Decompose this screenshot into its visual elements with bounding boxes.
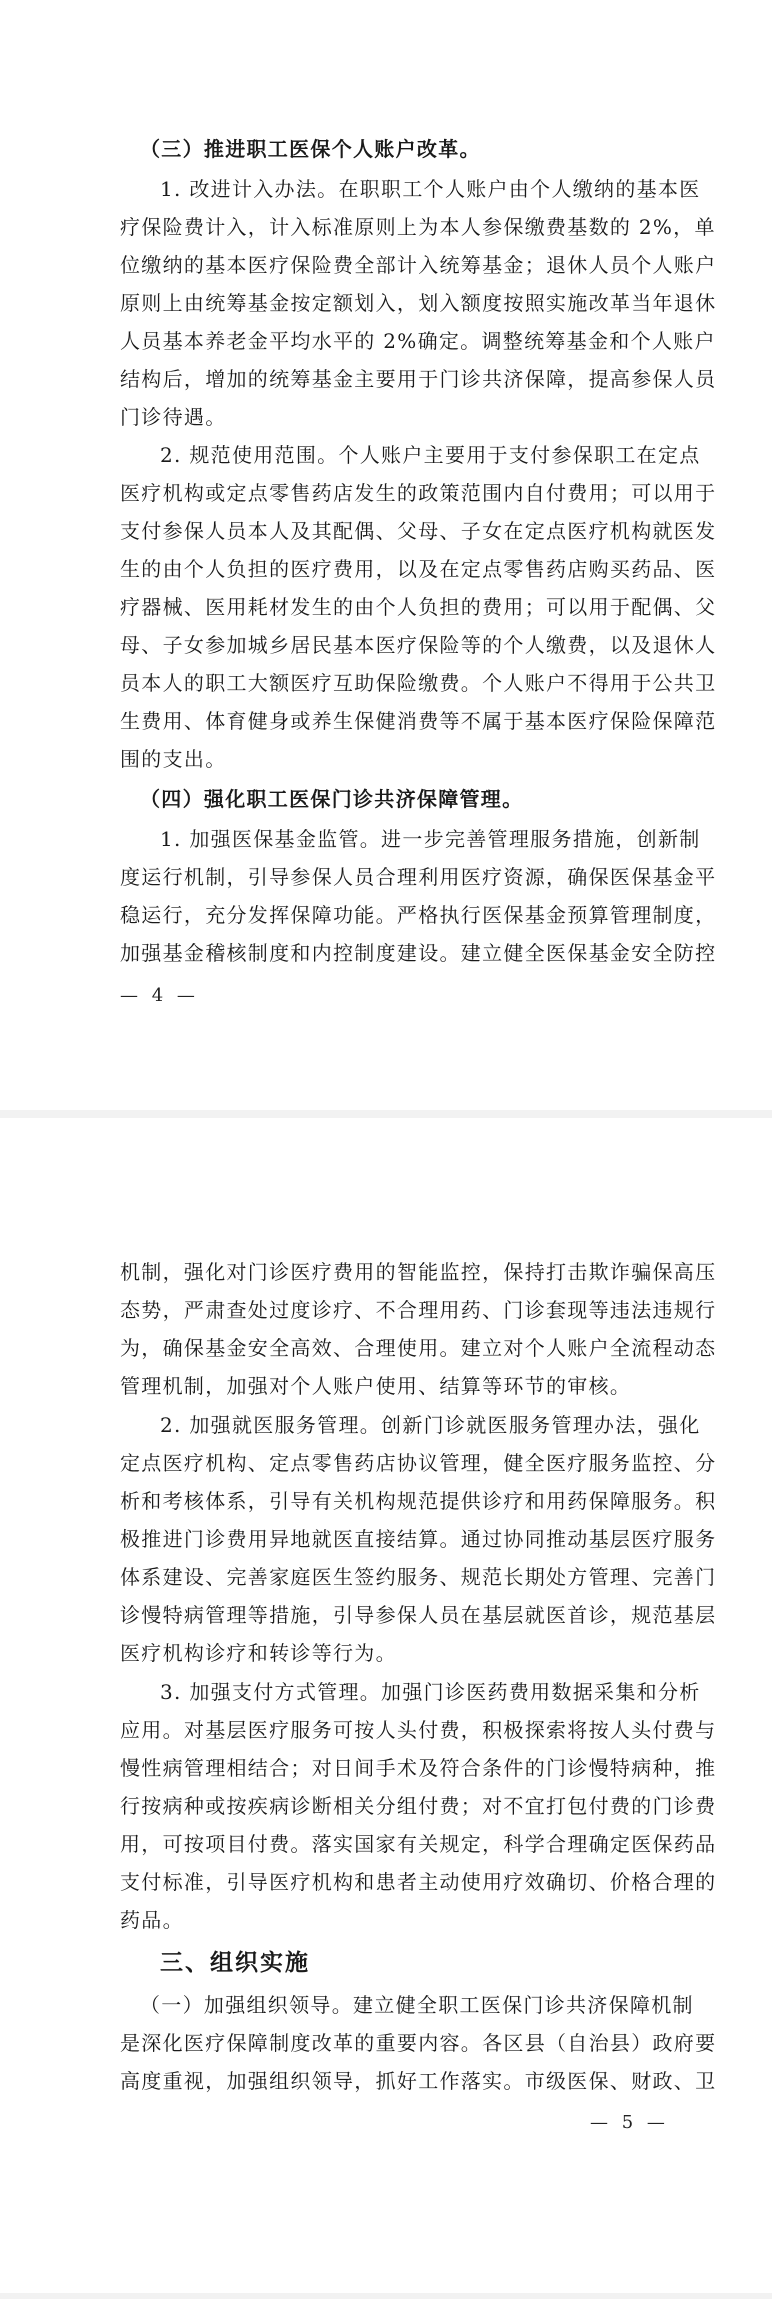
paragraph-line: 围的支出。 xyxy=(120,747,227,771)
paragraph-line: 机制，强化对门诊医疗费用的智能监控，保持打击欺诈骗保高压 xyxy=(120,1260,717,1284)
document-page-5 xyxy=(0,1118,772,2293)
paragraph-line: 应用。对基层医疗服务可按人头付费，积极探索将按人头付费与 xyxy=(120,1718,717,1742)
paragraph-line: 是深化医疗保障制度改革的重要内容。各区县（自治县）政府要 xyxy=(120,2031,717,2055)
paragraph-line: 高度重视，加强组织领导，抓好工作落实。市级医保、财政、卫 xyxy=(120,2069,717,2093)
paragraph-line: （一）加强组织领导。建立健全职工医保门诊共济保障机制 xyxy=(140,1993,694,2017)
paragraph-line: 行按病种或按疾病诊断相关分组付费；对不宜打包付费的门诊费 xyxy=(120,1794,717,1818)
paragraph-line: 极推进门诊费用异地就医直接结算。通过协同推动基层医疗服务 xyxy=(120,1527,717,1551)
paragraph-line: 员本人的职工大额医疗互助保险缴费。个人账户不得用于公共卫 xyxy=(120,671,717,695)
paragraph-line: 生费用、体育健身或养生保健消费等不属于基本医疗保险保障范 xyxy=(120,709,717,733)
paragraph-line: 医疗机构诊疗和转诊等行为。 xyxy=(120,1641,397,1665)
paragraph-line: 结构后，增加的统筹基金主要用于门诊共济保障，提高参保人员 xyxy=(120,367,717,391)
paragraph-line: 疗器械、医用耗材发生的由个人负担的费用；可以用于配偶、父 xyxy=(120,595,717,619)
page-number: — 4 — xyxy=(120,985,199,1006)
paragraph-line: 支付参保人员本人及其配偶、父母、子女在定点医疗机构就医发 xyxy=(120,519,717,543)
paragraph-line: 管理机制，加强对个人账户使用、结算等环节的审核。 xyxy=(120,1374,632,1398)
paragraph-line: 加强基金稽核制度和内控制度建设。建立健全医保基金安全防控 xyxy=(120,941,717,965)
paragraph-line: 疗保险费计入，计入标准原则上为本人参保缴费基数的 2%，单 xyxy=(120,215,716,239)
paragraph-line: 2. 规范使用范围。个人账户主要用于支付参保职工在定点 xyxy=(160,443,701,467)
paragraph-line: 度运行机制，引导参保人员合理利用医疗资源，确保医保基金平 xyxy=(120,865,717,889)
paragraph-line: 1. 改进计入办法。在职职工个人账户由个人缴纳的基本医 xyxy=(160,177,701,201)
paragraph-line: 位缴纳的基本医疗保险费全部计入统筹基金；退休人员个人账户 xyxy=(120,253,717,277)
paragraph-line: 1. 加强医保基金监管。进一步完善管理服务措施，创新制 xyxy=(160,827,701,851)
document-page-4 xyxy=(0,0,772,1110)
paragraph-line: 生的由个人负担的医疗费用，以及在定点零售药店购买药品、医 xyxy=(120,557,717,581)
paragraph-line: 药品。 xyxy=(120,1908,184,1932)
paragraph-line: 诊慢特病管理等措施，引导参保人员在基层就医首诊，规范基层 xyxy=(120,1603,717,1627)
paragraph-line: 医疗机构或定点零售药店发生的政策范围内自付费用；可以用于 xyxy=(120,481,717,505)
paragraph-line: 人员基本养老金平均水平的 2%确定。调整统筹基金和个人账户 xyxy=(120,329,716,353)
paragraph-line: 用，可按项目付费。落实国家有关规定，科学合理确定医保药品 xyxy=(120,1832,717,1856)
paragraph-line: 门诊待遇。 xyxy=(120,405,227,429)
paragraph-line: 支付标准，引导医疗机构和患者主动使用疗效确切、价格合理的 xyxy=(120,1870,717,1894)
paragraph-line: 3. 加强支付方式管理。加强门诊医药费用数据采集和分析 xyxy=(160,1680,701,1704)
section-heading-implementation: 三、组织实施 xyxy=(160,1950,310,1976)
paragraph-line: 原则上由统筹基金按定额划入，划入额度按照实施改革当年退休 xyxy=(120,291,717,315)
paragraph-line: 母、子女参加城乡居民基本医疗保险等的个人缴费，以及退休人 xyxy=(120,633,717,657)
page-number: — 5 — xyxy=(590,2112,669,2133)
paragraph-line: 为，确保基金安全高效、合理使用。建立对个人账户全流程动态 xyxy=(120,1336,717,1360)
paragraph-line: 稳运行，充分发挥保障功能。严格执行医保基金预算管理制度， xyxy=(120,903,717,927)
paragraph-line: 态势，严肃查处过度诊疗、不合理用药、门诊套现等违法违规行 xyxy=(120,1298,717,1322)
paragraph-line: 定点医疗机构、定点零售药店协议管理，健全医疗服务监控、分 xyxy=(120,1451,717,1475)
paragraph-line: 慢性病管理相结合；对日间手术及符合条件的门诊慢特病种，推 xyxy=(120,1756,717,1780)
section-heading-4: （四）强化职工医保门诊共济保障管理。 xyxy=(140,787,524,811)
paragraph-line: 析和考核体系，引导有关机构规范提供诊疗和用药保障服务。积 xyxy=(120,1489,717,1513)
paragraph-line: 体系建设、完善家庭医生签约服务、规范长期处方管理、完善门 xyxy=(120,1565,717,1589)
section-heading-3: （三）推进职工医保个人账户改革。 xyxy=(140,137,481,161)
paragraph-line: 2. 加强就医服务管理。创新门诊就医服务管理办法，强化 xyxy=(160,1413,701,1437)
